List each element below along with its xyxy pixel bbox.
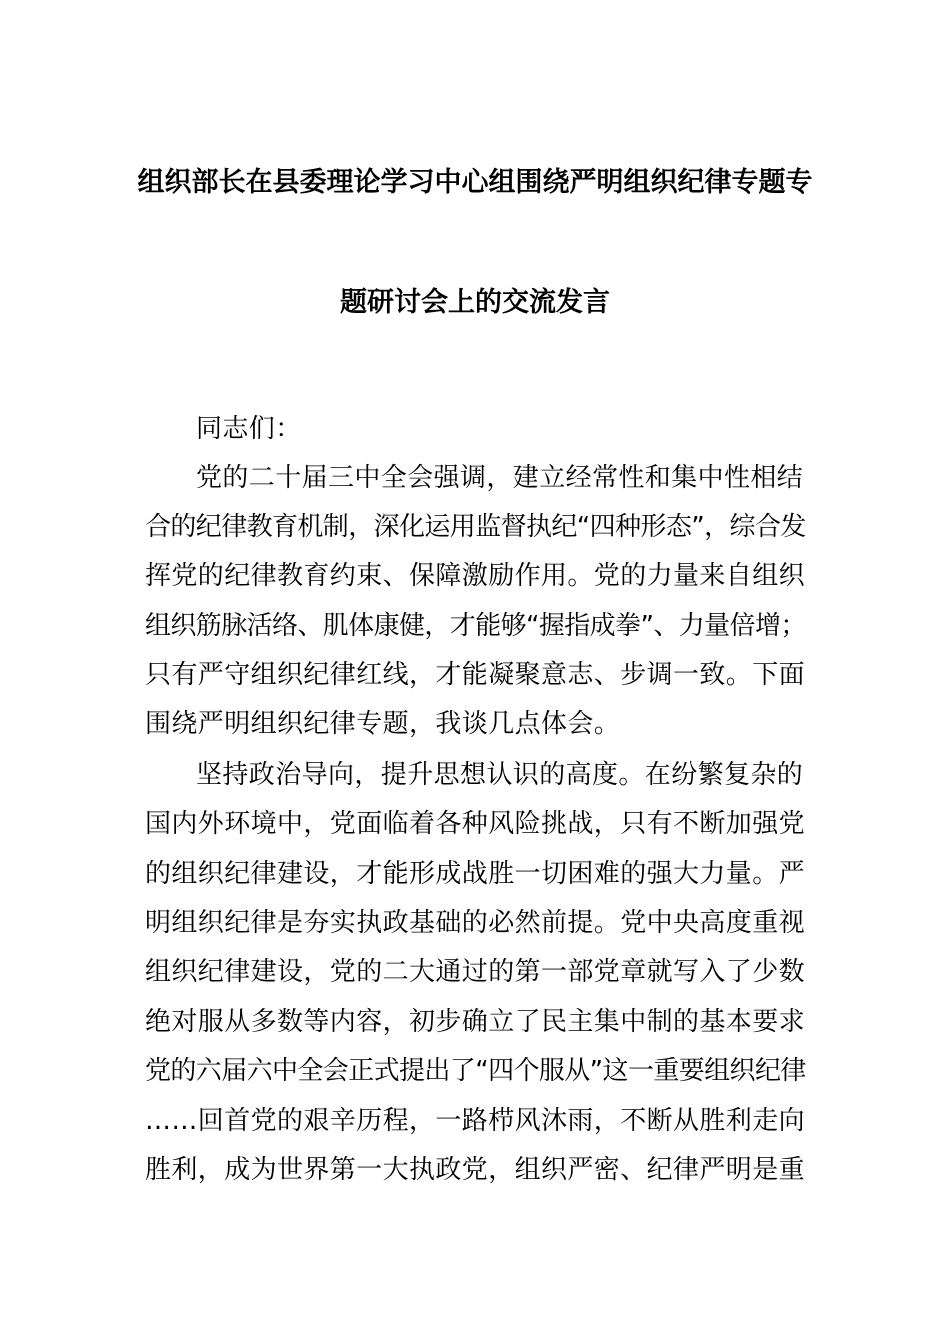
body-line: 组织筋脉活络、肌体康健，才能够“握指成拳”、力量倍增； (145, 611, 806, 641)
body-line: 围绕严明组织纪律专题，我谈几点体会。 (145, 709, 621, 739)
body-line: 国内外环境中，党面临着各种风险挑战，只有不断加强党 (145, 809, 806, 839)
body-line: 坚持政治导向，提升思想认识的高度。在纷繁复杂的 (196, 760, 804, 790)
body-line: 绝对服从多数等内容，初步确立了民主集中制的基本要求 (145, 1007, 806, 1037)
body-line: 党的二十届三中全会强调，建立经常性和集中性相结 (196, 463, 804, 493)
body-line: 党的六届六中全会正式提出了“四个服从”这一重要组织纪律 (145, 1056, 806, 1086)
body-line: ……回首党的艰辛历程，一路栉风沐雨，不断从胜利走向 (145, 1106, 806, 1136)
body-line: 合的纪律教育机制，深化运用监督执纪“四种形态”，综合发 (145, 512, 806, 542)
document-title-line-1: 组织部长在县委理论学习中心组围绕严明组织纪律专题专 (137, 167, 813, 198)
body-line: 的组织纪律建设，才能形成战胜一切困难的强大力量。严 (145, 859, 806, 889)
body-line: 挥党的纪律教育约束、保障激励作用。党的力量来自组织 (145, 561, 806, 591)
body-line: 胜利，成为世界第一大执政党，组织严密、纪律严明是重 (145, 1155, 806, 1185)
body-line: 只有严守组织纪律红线，才能凝聚意志、步调一致。下面 (145, 660, 806, 690)
body-line: 明组织纪律是夯实执政基础的必然前提。党中央高度重视 (145, 908, 806, 938)
document-title-line-2: 题研讨会上的交流发言 (340, 287, 610, 318)
body-line: 组织纪律建设，党的二大通过的第一部党章就写入了少数 (145, 957, 806, 987)
salutation: 同志们： (196, 414, 302, 444)
